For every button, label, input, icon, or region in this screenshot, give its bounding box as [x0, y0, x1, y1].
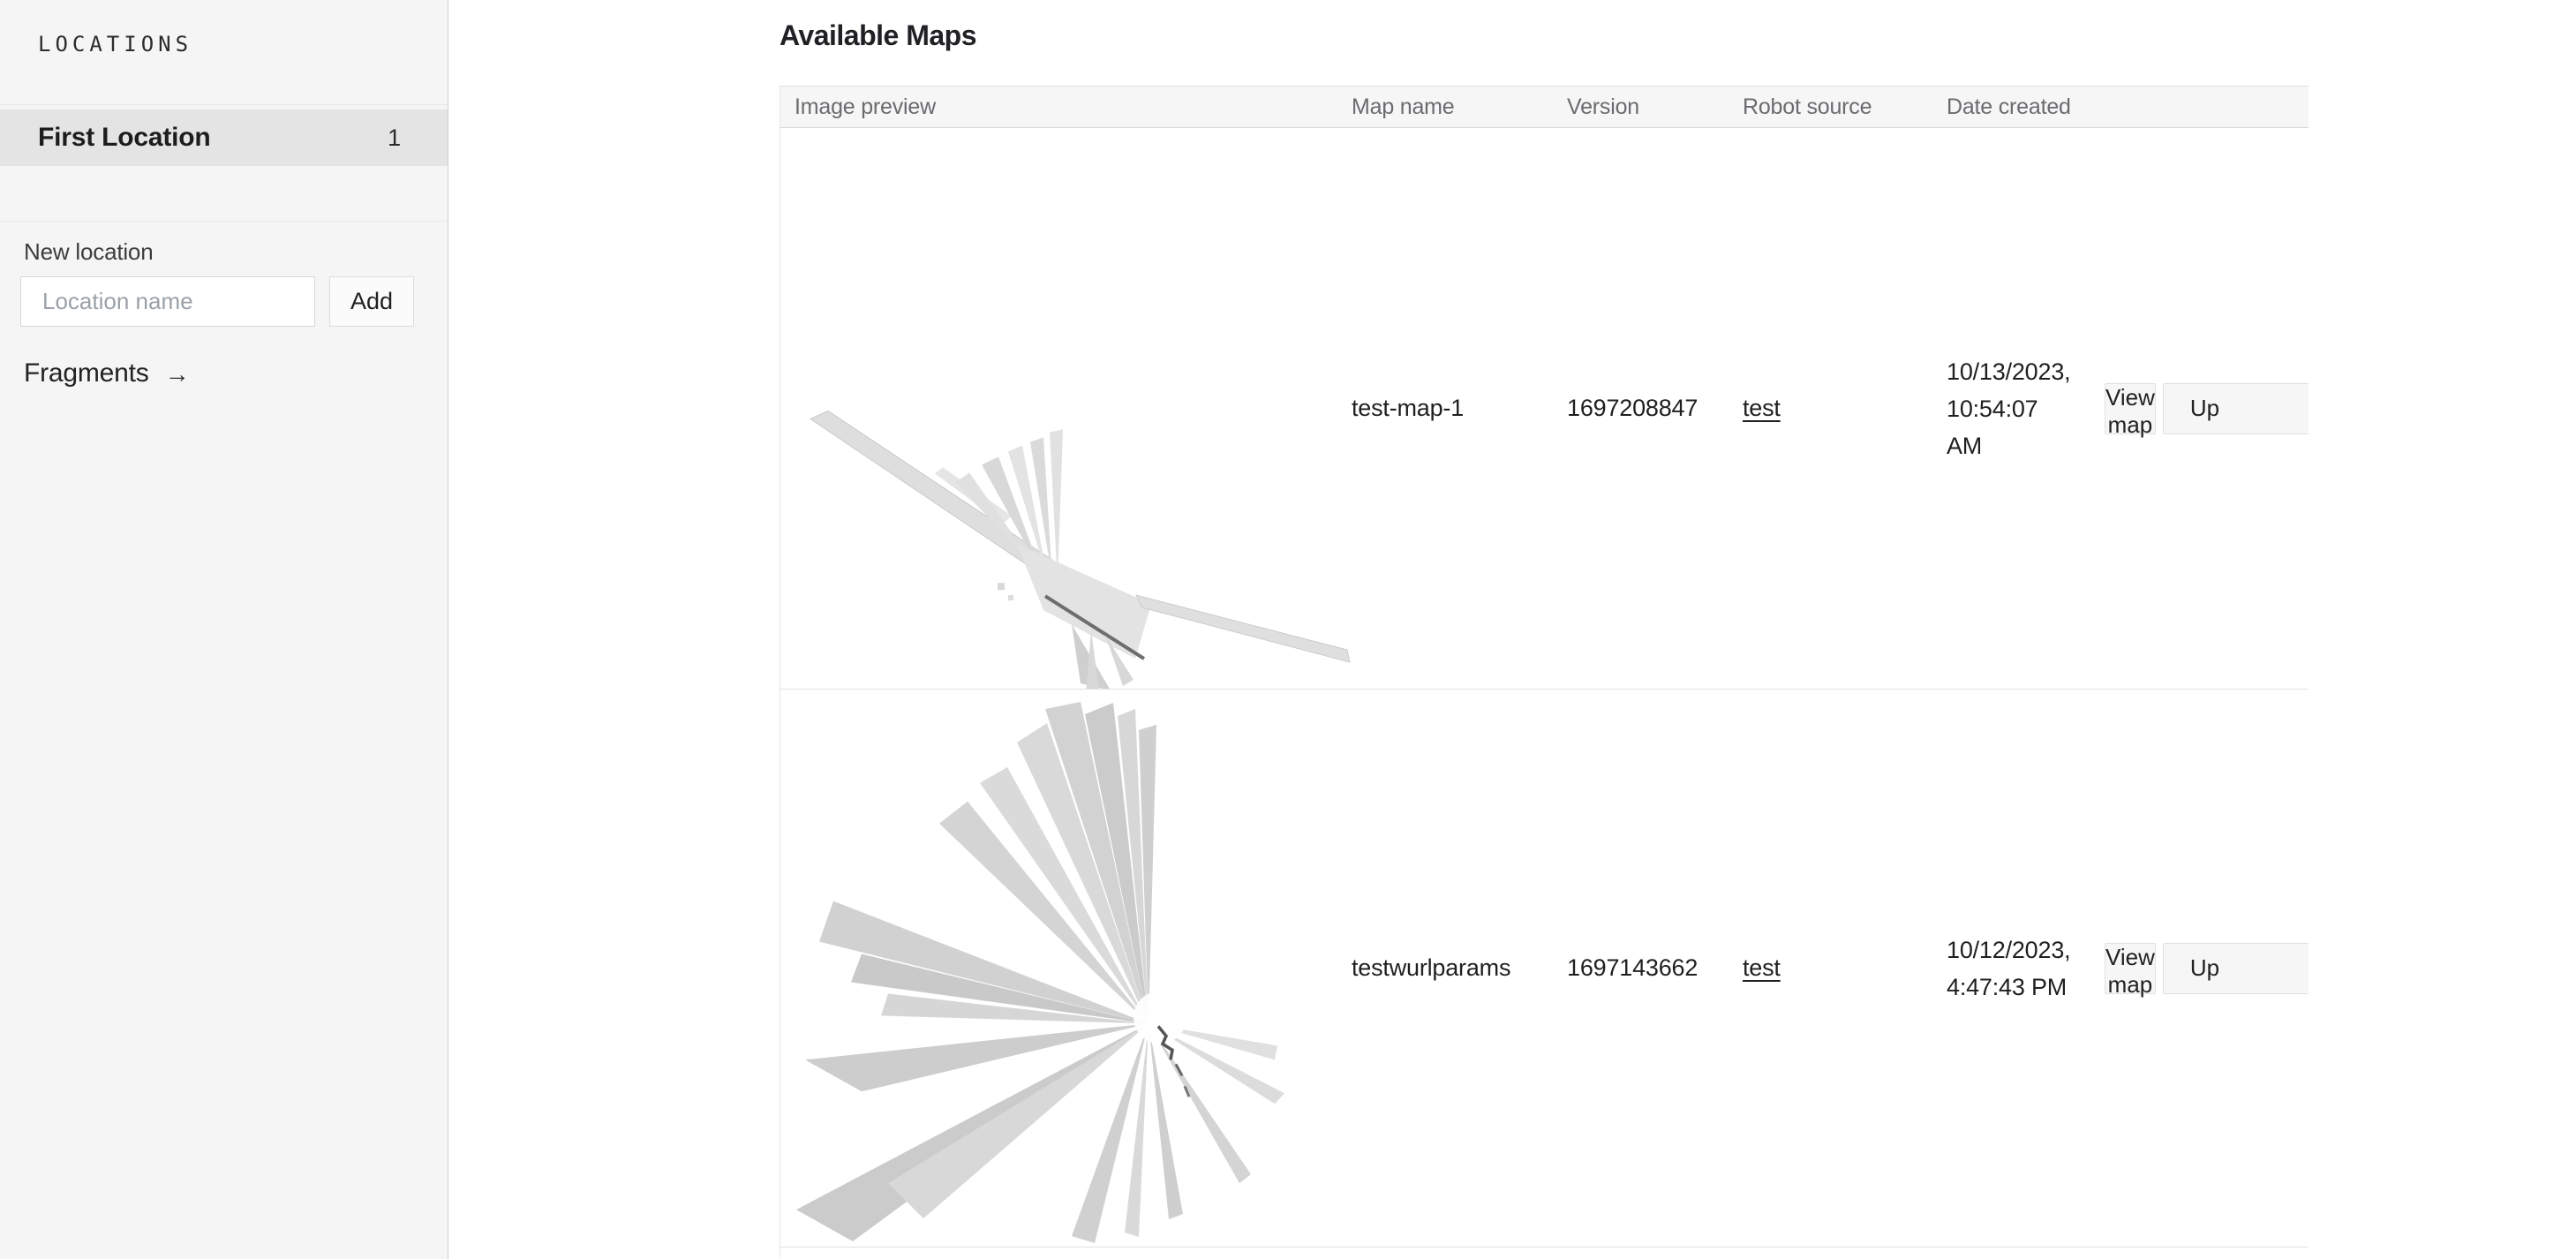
version-cell: 1697143662 [1567, 954, 1699, 981]
map-preview-image [780, 690, 1352, 1247]
robot-source-cell [1743, 395, 1947, 422]
map-name-cell: testwurlparams [1352, 954, 1511, 981]
date-created-cell: 10/12/2023, 4:47:43 PM [1947, 936, 2071, 1000]
page-title: Available Maps [780, 19, 977, 51]
locations-sidebar [0, 0, 448, 1259]
location-name-input[interactable] [20, 276, 315, 327]
location-name: First Location [38, 123, 211, 152]
sidebar-divider [0, 104, 448, 105]
maps-table [780, 86, 2309, 1259]
map-preview-image [780, 128, 1352, 689]
column-header-date-created: Date created [1947, 94, 2071, 119]
new-location-label: New location [24, 238, 154, 265]
sidebar-heading: LOCATIONS [38, 32, 193, 57]
table-header [780, 86, 2309, 128]
column-header-map-name: Map name [1352, 94, 1455, 119]
update-map-button[interactable]: Up [2163, 383, 2309, 434]
table-row [780, 128, 2309, 690]
version-cell: 1697208847 [1567, 395, 1699, 421]
table-row [780, 690, 2309, 1248]
sidebar-divider [0, 221, 448, 222]
map-name-cell: test-map-1 [1352, 395, 1465, 421]
map-preview-cell [780, 128, 1352, 689]
fragments-link[interactable] [24, 358, 189, 388]
arrow-right-icon: → [164, 360, 190, 388]
robot-source-link[interactable]: test [1743, 954, 1781, 981]
update-map-button[interactable]: Up [2163, 943, 2309, 994]
location-item-first-location[interactable] [0, 109, 448, 166]
column-header-version: Version [1567, 94, 1639, 119]
map-preview-cell [780, 690, 1352, 1247]
location-count-badge: 1 [388, 124, 401, 151]
view-map-button[interactable]: View map [2105, 943, 2155, 998]
actions-cell [2105, 383, 2309, 438]
main-content [449, 0, 2576, 1259]
fragments-label: Fragments [24, 358, 149, 388]
date-created-cell: 10/13/2023, 10:54:07 AM [1947, 358, 2071, 459]
column-header-image-preview: Image preview [795, 94, 936, 119]
robot-source-cell [1743, 954, 1947, 982]
column-header-robot-source: Robot source [1743, 94, 1872, 119]
actions-cell [2105, 943, 2309, 998]
add-location-button[interactable]: Add [329, 276, 414, 327]
robot-source-link[interactable]: test [1743, 395, 1781, 421]
view-map-button[interactable]: View map [2105, 383, 2155, 438]
